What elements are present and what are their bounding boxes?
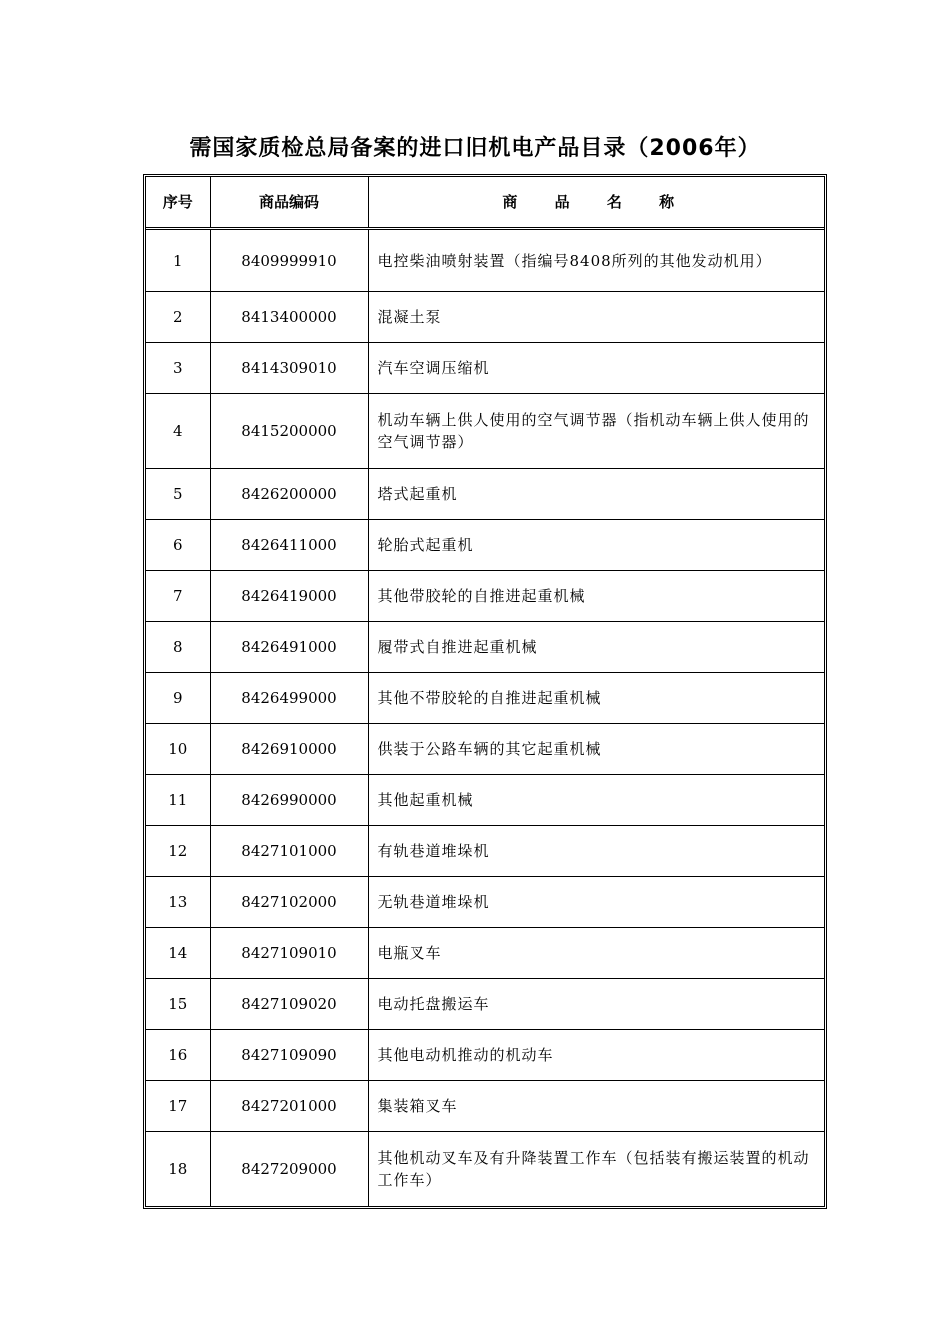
commodity-code: 8426411000 [210,520,368,571]
commodity-name: 其他不带胶轮的自推进起重机械 [368,673,824,724]
commodity-name: 混凝土泵 [368,292,824,343]
serial-number: 1 [146,229,210,292]
table-row [146,469,824,520]
commodity-name: 电动托盘搬运车 [368,979,824,1030]
commodity-code: 8427109020 [210,979,368,1030]
serial-number: 16 [146,1030,210,1081]
commodity-name: 集装箱叉车 [368,1081,824,1132]
serial-number: 14 [146,928,210,979]
serial-number: 8 [146,622,210,673]
commodity-name: 电控柴油喷射装置（指编号8408所列的其他发动机用） [368,229,824,292]
table-row [146,979,824,1030]
serial-number: 4 [146,394,210,469]
commodity-code: 8426499000 [210,673,368,724]
table-row [146,1132,824,1207]
header-serial-number: 序号 [146,177,210,229]
header-commodity-code: 商品编码 [210,177,368,229]
commodity-code: 8427102000 [210,877,368,928]
commodity-code: 8426200000 [210,469,368,520]
commodity-name: 履带式自推进起重机械 [368,622,824,673]
commodity-name: 轮胎式起重机 [368,520,824,571]
header-commodity-name: 商 品 名 称 [368,177,824,229]
serial-number: 3 [146,343,210,394]
commodity-name: 无轨巷道堆垛机 [368,877,824,928]
commodity-name: 其他起重机械 [368,775,824,826]
serial-number: 10 [146,724,210,775]
commodity-name: 其他电动机推动的机动车 [368,1030,824,1081]
commodity-code: 8413400000 [210,292,368,343]
commodity-name: 汽车空调压缩机 [368,343,824,394]
table-row [146,622,824,673]
commodity-code: 8427109010 [210,928,368,979]
commodity-code: 8414309010 [210,343,368,394]
commodity-code: 8427209000 [210,1132,368,1207]
serial-number: 15 [146,979,210,1030]
serial-number: 6 [146,520,210,571]
table-row [146,520,824,571]
serial-number: 5 [146,469,210,520]
table-row [146,724,824,775]
commodity-code: 8427101000 [210,826,368,877]
commodity-code: 8426491000 [210,622,368,673]
table-row [146,1081,824,1132]
table-row [146,928,824,979]
table-row [146,826,824,877]
catalog-table [143,174,827,1209]
table-row [146,775,824,826]
table-row [146,394,824,469]
serial-number: 13 [146,877,210,928]
table-row [146,673,824,724]
table-row [146,877,824,928]
serial-number: 12 [146,826,210,877]
commodity-code: 8426910000 [210,724,368,775]
table-row [146,292,824,343]
commodity-name: 其他机动叉车及有升降装置工作车（包括装有搬运装置的机动工作车） [368,1132,824,1207]
commodity-name: 塔式起重机 [368,469,824,520]
commodity-name: 供装于公路车辆的其它起重机械 [368,724,824,775]
commodity-name: 机动车辆上供人使用的空气调节器（指机动车辆上供人使用的空气调节器） [368,394,824,469]
commodity-code: 8427109090 [210,1030,368,1081]
commodity-name: 有轨巷道堆垛机 [368,826,824,877]
serial-number: 11 [146,775,210,826]
table-row [146,343,824,394]
commodity-code: 8426419000 [210,571,368,622]
table-row [146,571,824,622]
serial-number: 18 [146,1132,210,1207]
table-row [146,1030,824,1081]
serial-number: 7 [146,571,210,622]
serial-number: 2 [146,292,210,343]
serial-number: 9 [146,673,210,724]
commodity-code: 8426990000 [210,775,368,826]
serial-number: 17 [146,1081,210,1132]
commodity-code: 8409999910 [210,229,368,292]
commodity-name: 其他带胶轮的自推进起重机械 [368,571,824,622]
document-title: 需国家质检总局备案的进口旧机电产品目录（2006年） [189,136,761,161]
table-row [146,229,824,292]
commodity-code: 8415200000 [210,394,368,469]
commodity-name: 电瓶叉车 [368,928,824,979]
commodity-code: 8427201000 [210,1081,368,1132]
